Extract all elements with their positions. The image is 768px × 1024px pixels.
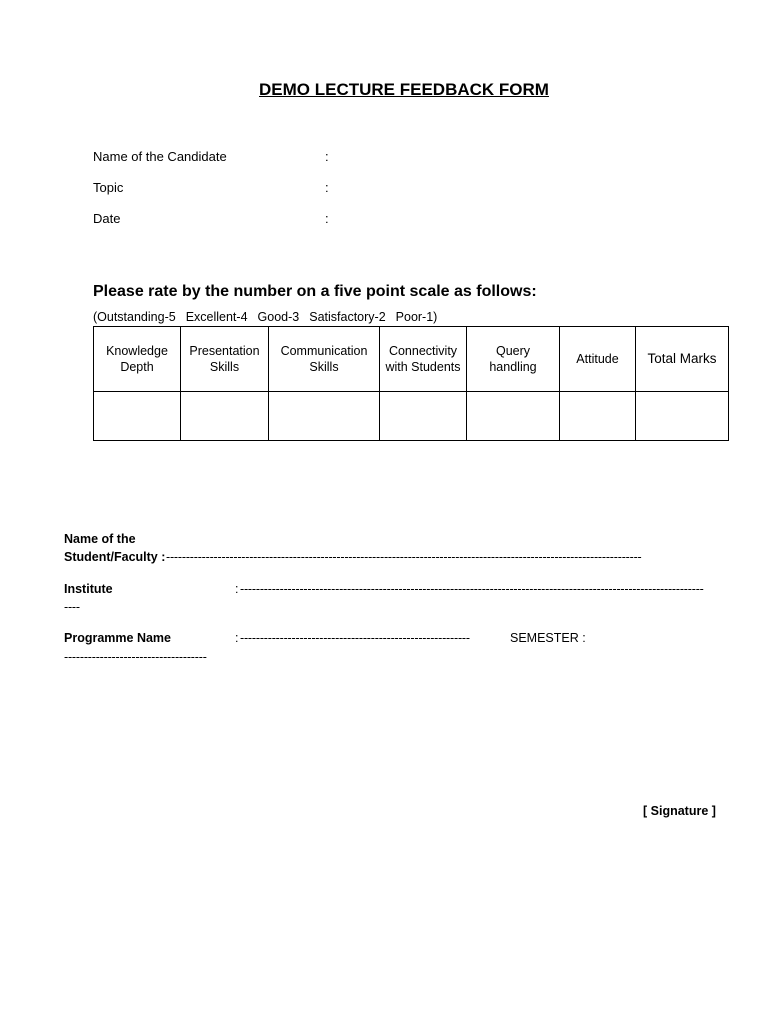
respondent-name-label-line2: Student/Faculty : — [64, 550, 166, 564]
institute-line-overflow: ---- — [64, 600, 80, 614]
scale-poor: Poor-1) — [395, 310, 438, 324]
date-label: Date — [93, 211, 121, 226]
column-total-marks: Total Marks — [636, 327, 729, 392]
connectivity-cell[interactable] — [380, 392, 467, 441]
scale-good: Good-3 — [257, 310, 300, 324]
column-presentation-skills: Presentation Skills — [181, 327, 269, 392]
signature-label: [ Signature ] — [643, 804, 716, 818]
rating-heading: Please rate by the number on a five point scale as follows: — [93, 283, 537, 300]
knowledge-depth-cell[interactable] — [94, 392, 181, 441]
rating-table — [93, 326, 729, 441]
communication-skills-cell[interactable] — [269, 392, 380, 441]
institute-line[interactable]: --------------------------------------------------------------------------------------------------------------------- — [240, 582, 704, 596]
programme-name-label: Programme Name — [64, 631, 171, 645]
programme-colon: : — [235, 631, 239, 645]
scale-satisfactory: Satisfactory-2 — [309, 310, 386, 324]
respondent-name-line[interactable]: ------------------------------------------------------------------------------------------------------------------------ — [166, 550, 642, 564]
presentation-skills-cell[interactable] — [181, 392, 269, 441]
institute-colon: : — [235, 582, 239, 596]
scale-outstanding: (Outstanding-5 — [93, 310, 176, 324]
programme-name-line[interactable]: ---------------------------------------------------------- — [240, 631, 470, 645]
semester-label: SEMESTER : — [510, 631, 586, 645]
column-query-handling: Query handling — [467, 327, 560, 392]
candidate-name-colon: : — [325, 149, 329, 164]
column-attitude: Attitude — [560, 327, 636, 392]
topic-colon: : — [325, 180, 329, 195]
form-title: DEMO LECTURE FEEDBACK FORM — [259, 80, 549, 99]
topic-label: Topic — [93, 180, 124, 195]
respondent-name-label-line1: Name of the — [64, 532, 136, 546]
rating-header-row — [94, 327, 729, 392]
column-knowledge-depth: Knowledge Depth — [94, 327, 181, 392]
column-communication-skills: Communication Skills — [269, 327, 380, 392]
column-connectivity-with-students: Connectivity with Students — [380, 327, 467, 392]
semester-line[interactable]: ------------------------------------ — [64, 650, 207, 664]
date-colon: : — [325, 211, 329, 226]
attitude-cell[interactable] — [560, 392, 636, 441]
total-marks-cell[interactable] — [636, 392, 729, 441]
scale-excellent: Excellent-4 — [185, 310, 248, 324]
institute-label: Institute — [64, 582, 113, 596]
query-handling-cell[interactable] — [467, 392, 560, 441]
rating-scale — [93, 310, 447, 324]
candidate-name-label: Name of the Candidate — [93, 149, 227, 164]
rating-entry-row — [94, 392, 729, 441]
